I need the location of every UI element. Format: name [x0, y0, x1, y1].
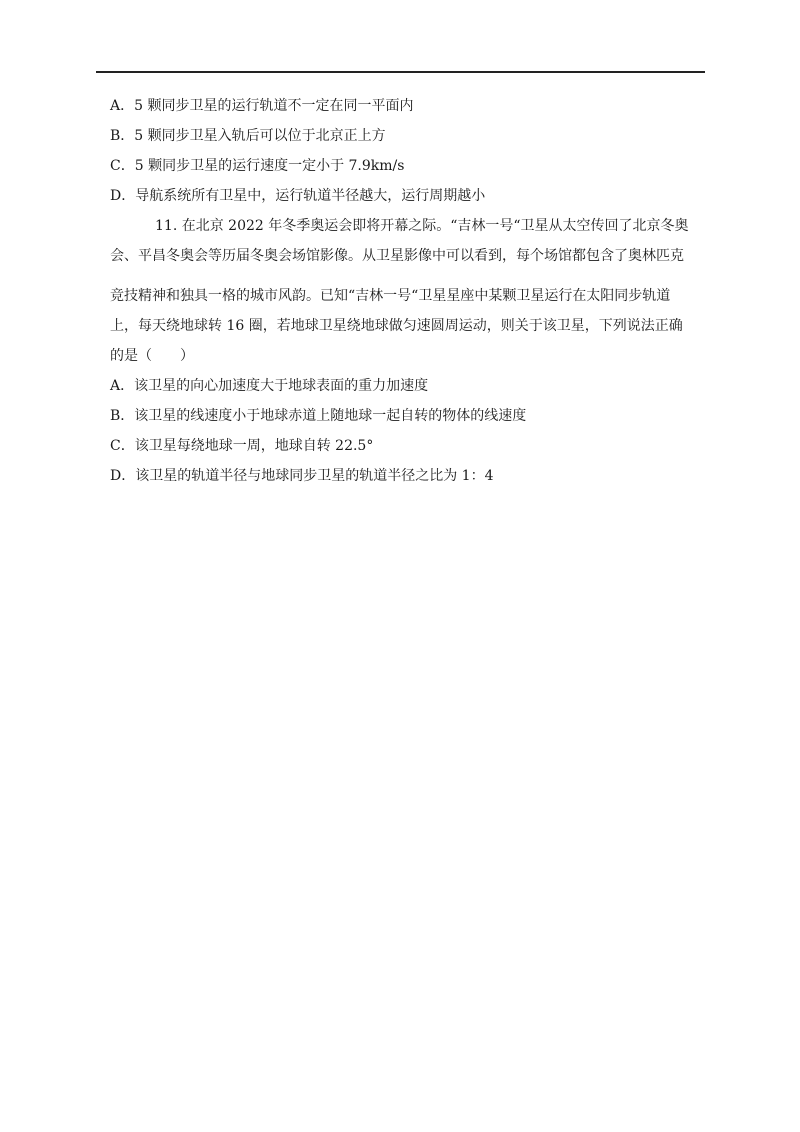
q11-stem-line-4: 上，每天绕地球转 16 圈，若地球卫星绕地球做匀速圆周运动，则关于该卫星，下列说法正确: [110, 318, 683, 334]
q10-option-b: B．5 颗同步卫星入轨后可以位于北京正上方: [110, 128, 386, 144]
q10-option-c: C．5 颗同步卫星的运行速度一定小于 7.9km/s: [110, 158, 405, 174]
q11-option-b: B．该卫星的线速度小于地球赤道上随地球一起自转的物体的线速度: [110, 408, 527, 424]
q11-option-a: A．该卫星的向心加速度大于地球表面的重力加速度: [110, 378, 429, 394]
q10-option-a: A．5 颗同步卫星的运行轨道不一定在同一平面内: [110, 98, 414, 114]
q11-stem-line-2: 会、平昌冬奥会等历届冬奥会场馆影像。从卫星影像中可以看到，每个场馆都包含了奥林匹克: [110, 248, 684, 264]
header-rule: [96, 71, 705, 73]
q11-option-c: C．该卫星每绕地球一周，地球自转 22.5°: [110, 438, 374, 454]
q10-option-d: D．导航系统所有卫星中，运行轨道半径越大，运行周期越小: [110, 188, 486, 204]
q11-stem-line-3: 竞技精神和独具一格的城市风韵。已知“吉林一号“卫星星座中某颗卫星运行在太阳同步轨道: [110, 288, 671, 304]
q11-stem-line-1: 11. 在北京 2022 年冬季奥运会即将开幕之际。“吉林一号“卫星从太空传回了北京冬奥: [155, 218, 689, 234]
q11-stem-line-5: 的是（ ）: [110, 348, 194, 364]
q11-option-d: D．该卫星的轨道半径与地球同步卫星的轨道半径之比为 1：4: [110, 468, 494, 484]
